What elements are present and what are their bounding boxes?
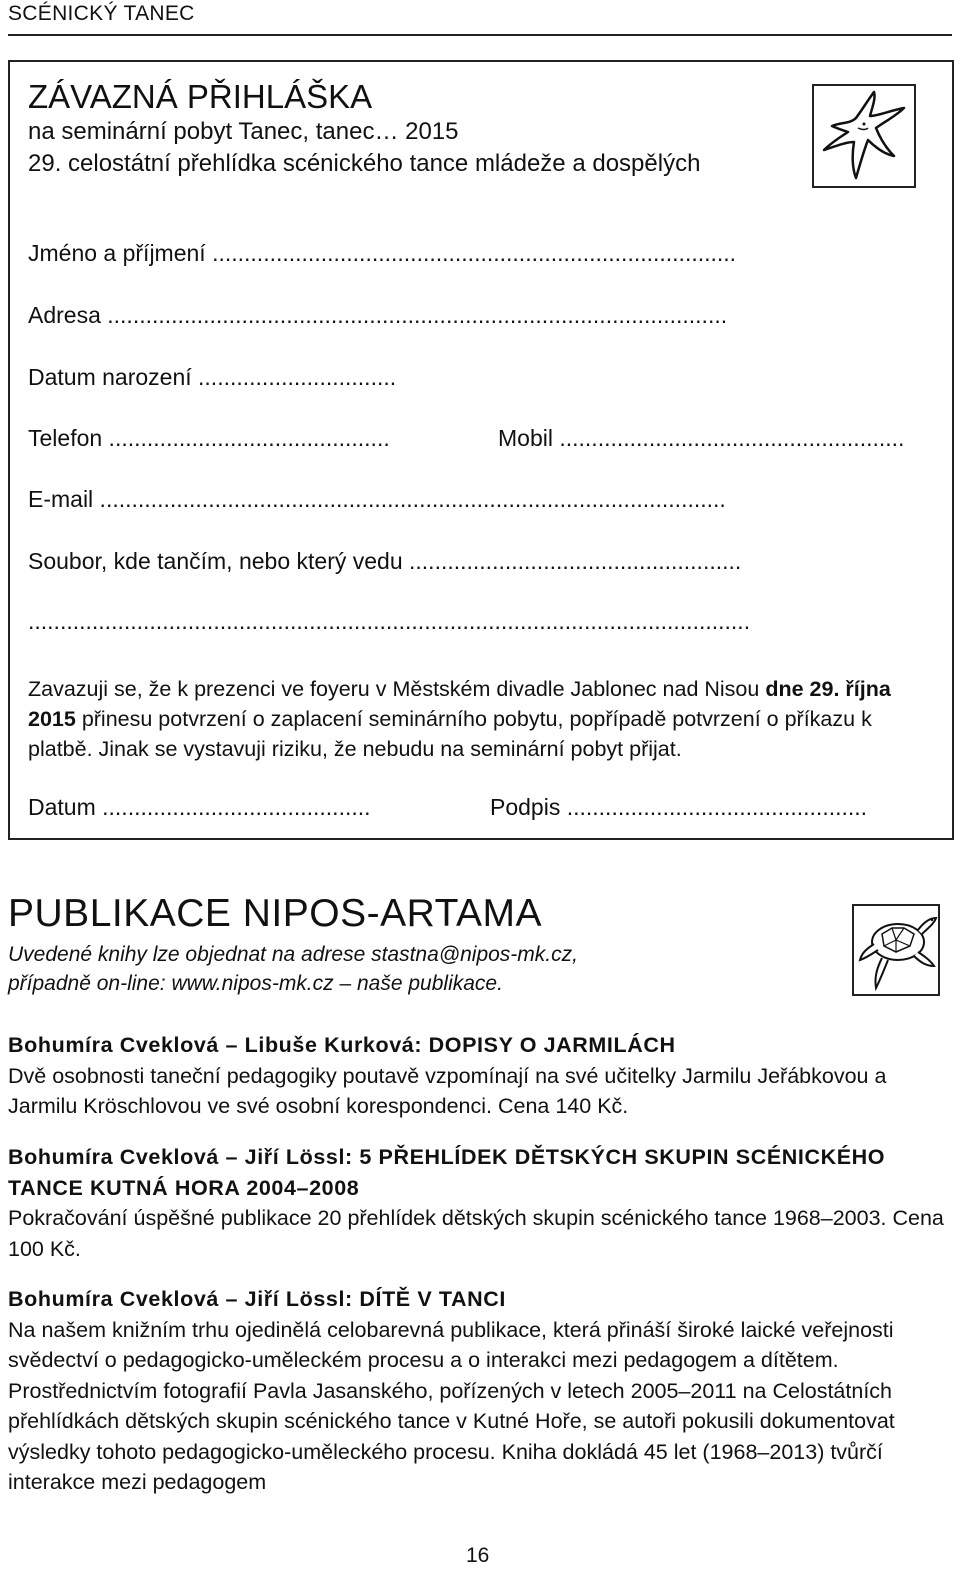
phone-field[interactable]: Telefon ............................................ (28, 425, 390, 451)
name-field[interactable]: Jméno a příjmení .................................................................................. (28, 240, 737, 266)
starfish-illustration-icon (812, 84, 916, 188)
date-field[interactable]: Datum .......................................... (28, 794, 371, 820)
publications-order-online: případně on-line: www.nipos-mk.cz – naše publikace. (8, 972, 503, 995)
ensemble-field[interactable]: Soubor, kde tančím, nebo který vedu .................................................... (28, 548, 742, 574)
email-field[interactable]: E-mail .................................................................................................. (28, 486, 726, 512)
book-description: Dvě osobnosti taneční pedagogiky poutavě vzpomínají na své učitelky Jarmilu Jeřábkovou a Jarmilu Kröschlovou ve své osobní korespondenci. Cena 140 Kč. (8, 1063, 887, 1118)
book-heading: Bohumíra Cveklová – Jiří Lössl: 5 PŘEHLÍDEK DĚTSKÝCH SKUPIN SCÉNICKÉHO TANCE KUTNÁ HORA 2004–2008 (8, 1145, 886, 1200)
turtle-illustration-icon (852, 904, 940, 996)
book-item (8, 1284, 944, 1498)
notice-date: dne 29. října 2015 (28, 677, 891, 731)
notice-text-2: přinesu potvrzení o zaplacení seminárního pobytu, popřípadě potvrzení o příkazu k platbě. Jinak se vystavuji riziku, že nebudu na seminární pobyt přijat. (28, 707, 872, 761)
address-field[interactable]: Adresa ................................................................................................. (28, 302, 728, 328)
page-number: 16 (466, 1544, 490, 1567)
form-title: ZÁVAZNÁ PŘIHLÁŠKA (28, 78, 373, 115)
registration-form (8, 60, 954, 840)
section-title: SCÉNICKÝ TANEC (8, 2, 195, 25)
book-heading: Bohumíra Cveklová – Libuše Kurková: DOPISY O JARMILÁCH (8, 1033, 676, 1057)
notice-text-1: Zavazuji se, že k prezenci ve foyeru v Městském divadle Jablonec nad Nisou (28, 677, 766, 701)
book-heading: Bohumíra Cveklová – Jiří Lössl: DÍTĚ V TANCI (8, 1287, 506, 1311)
registration-notice (28, 674, 928, 764)
top-rule (8, 34, 952, 36)
ensemble-field-continued[interactable]: ................................................................................................................. (28, 608, 751, 634)
publications-subtitle (8, 940, 578, 998)
form-subtitle-seminar: na seminární pobyt Tanec, tanec… 2015 (28, 118, 459, 145)
publications-title: PUBLIKACE NIPOS-ARTAMA (8, 892, 543, 935)
publications-order-email: Uvedené knihy lze objednat na adrese stastna@nipos-mk.cz, (8, 943, 578, 966)
book-item (8, 1030, 944, 1122)
book-description: Na našem knižním trhu ojedinělá celobarevná publikace, která přináší široké laické veřejnosti svědectví o pedagogicko-uměleckém procesu a o interakci mezi pedagogem a dítětem. Prostřednictvím fotografií Pavla Jasanského, pořízených v letech 2005–2011 na Celostátních přehlídkách dětských skupin scénického tance v Kutné Hoře, se autoři pokusili dokumentovat výsledky tohoto pedagogicko-uměleckého procesu. Kniha dokládá 45 let (1968–2013) tvůrčí interakce mezi pedagogem (8, 1317, 895, 1494)
birth-date-field[interactable]: Datum narození ............................... (28, 364, 397, 390)
book-description: Pokračování úspěšné publikace 20 přehlídek dětských skupin scénického tance 1968–2003. Cena 100 Kč. (8, 1206, 944, 1261)
book-item (8, 1142, 944, 1264)
form-subtitle-festival: 29. celostátní přehlídka scénického tance mládeže a dospělých (28, 150, 701, 177)
mobile-field[interactable]: Mobil ...................................................... (498, 425, 905, 451)
signature-field[interactable]: Podpis ............................................... (490, 794, 868, 820)
